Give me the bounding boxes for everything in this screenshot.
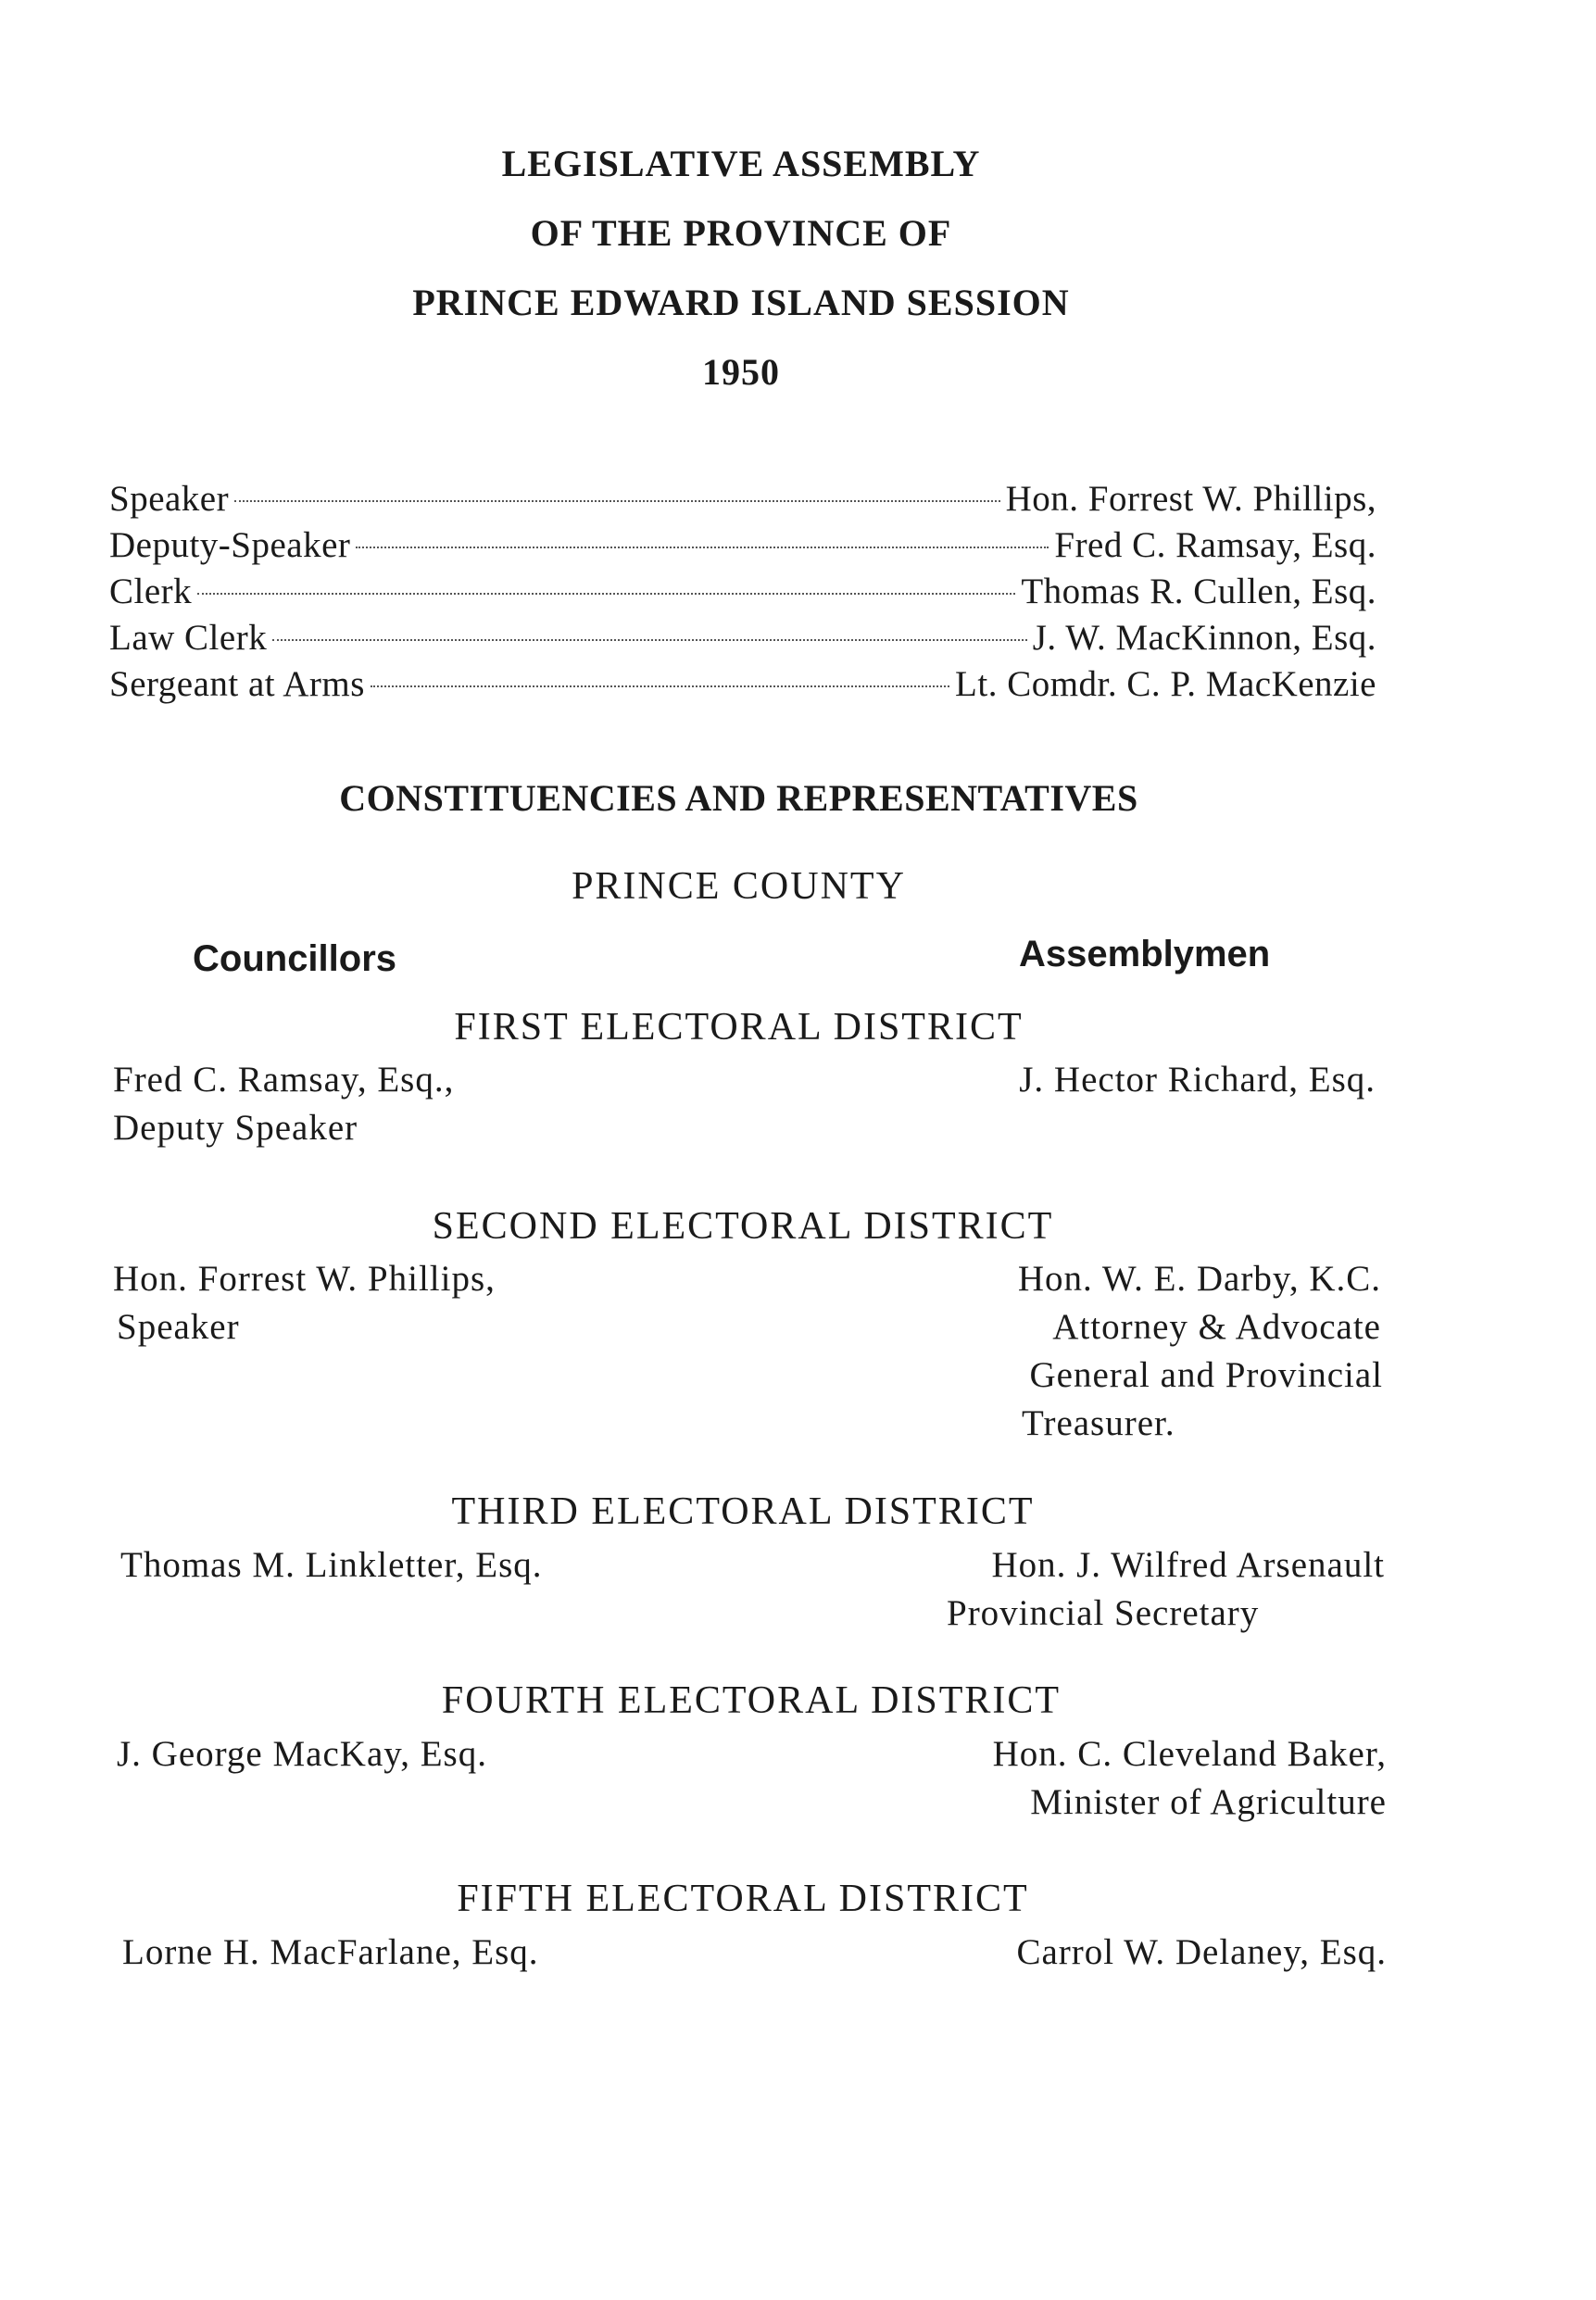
assemblyman-name: Hon. W. E. Darby, K.C.	[1017, 1259, 1381, 1299]
officer-role: Sergeant at Arms	[109, 664, 365, 704]
officer-holder: Lt. Comdr. C. P. MacKenzie	[955, 664, 1376, 704]
assemblyman-title: General and Provincial	[1029, 1355, 1383, 1395]
officer-row-clerk	[109, 571, 1376, 617]
header-line-1: LEGISLATIVE ASSEMBLY	[501, 143, 981, 184]
assemblyman-title: Provincial Secretary	[947, 1593, 1260, 1633]
district-heading: FIRST ELECTORAL DISTRICT	[454, 1006, 1024, 1049]
assemblyman-name: Hon. J. Wilfred Arsenault	[991, 1545, 1385, 1585]
section-title: CONSTITUENCIES AND REPRESENTATIVES	[339, 777, 1138, 819]
column-heading-councillors: Councillors	[193, 938, 397, 979]
officer-row-sergeant-at-arms	[109, 663, 1376, 710]
officer-role: Law Clerk	[109, 618, 268, 658]
councillor-name: Hon. Forrest W. Phillips,	[113, 1259, 496, 1299]
assemblyman-title: Attorney & Advocate	[1052, 1307, 1381, 1347]
county-title: PRINCE COUNTY	[572, 865, 906, 908]
assemblyman-name: J. Hector Richard, Esq.	[1019, 1060, 1376, 1100]
district-heading: FOURTH ELECTORAL DISTRICT	[441, 1679, 1062, 1722]
district-heading: FIFTH ELECTORAL DISTRICT	[457, 1878, 1029, 1920]
officer-role: Clerk	[109, 572, 193, 611]
officer-holder: Hon. Forrest W. Phillips,	[1005, 479, 1376, 519]
dot-leader	[197, 593, 1015, 595]
header-line-2: OF THE PROVINCE OF	[530, 212, 952, 254]
officer-role: Deputy-Speaker	[109, 525, 351, 565]
dot-leader	[371, 685, 949, 687]
dot-leader	[272, 639, 1027, 641]
councillor-title: Deputy Speaker	[113, 1108, 358, 1148]
assemblyman-name: Carrol W. Delaney, Esq.	[1016, 1932, 1387, 1972]
councillor-name: Lorne H. MacFarlane, Esq.	[122, 1932, 539, 1972]
councillor-name: Thomas M. Linkletter, Esq.	[120, 1545, 543, 1585]
column-heading-assemblymen: Assemblymen	[1019, 934, 1271, 974]
dot-leader	[356, 547, 1049, 548]
officer-row-law-clerk	[109, 617, 1376, 663]
officer-row-speaker	[109, 478, 1376, 524]
officer-role: Speaker	[109, 479, 230, 519]
district-heading: THIRD ELECTORAL DISTRICT	[451, 1490, 1035, 1533]
councillor-title: Speaker	[117, 1307, 240, 1347]
officer-row-deputy-speaker	[109, 524, 1376, 571]
dot-leader	[234, 500, 1000, 502]
officer-holder: Fred C. Ramsay, Esq.	[1054, 525, 1376, 565]
assemblyman-name: Hon. C. Cleveland Baker,	[992, 1734, 1387, 1774]
councillor-name: J. George MacKay, Esq.	[117, 1734, 487, 1774]
councillor-name: Fred C. Ramsay, Esq.,	[113, 1060, 455, 1100]
officer-holder: Thomas R. Cullen, Esq.	[1021, 572, 1376, 611]
officer-holder: J. W. MacKinnon, Esq.	[1032, 618, 1376, 658]
assemblyman-title: Minister of Agriculture	[1030, 1782, 1387, 1822]
assemblyman-title: Treasurer.	[1022, 1403, 1175, 1443]
header-line-3: PRINCE EDWARD ISLAND SESSION	[412, 282, 1070, 323]
district-heading: SECOND ELECTORAL DISTRICT	[432, 1205, 1054, 1248]
header-year: 1950	[702, 351, 780, 393]
